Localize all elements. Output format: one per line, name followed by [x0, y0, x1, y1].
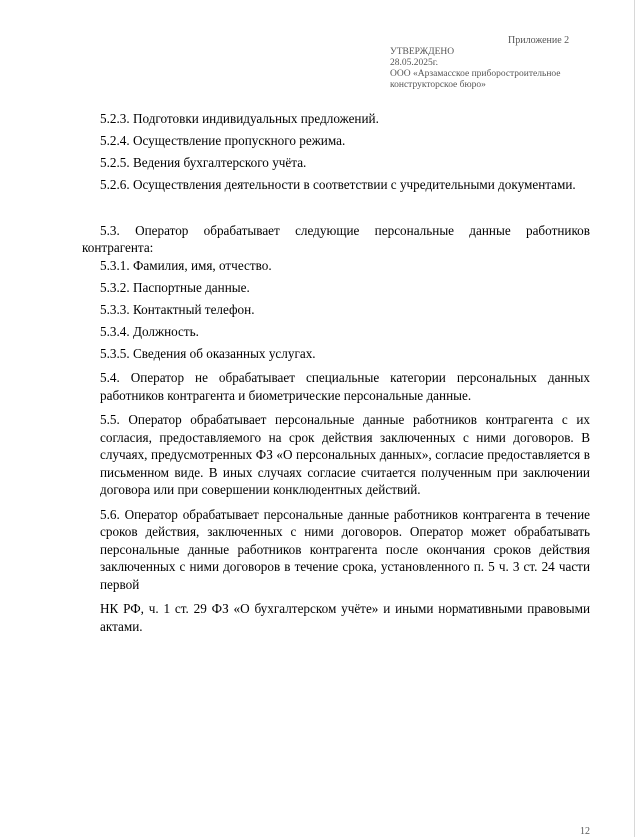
- clause-5-6-continuation: НК РФ, ч. 1 ст. 29 ФЗ «О бухгалтерском учёте» и иными нормативными правовыми актами.: [100, 601, 590, 634]
- page-edge: [634, 0, 635, 837]
- clause-5-5: 5.5. Оператор обрабатывает персональные данные работников контрагента с их согласия, предоставляемого на срок действия заключенных с ними договоров. В случаях, предусмотренных ФЗ «О персональных данных», согласие предоставляется в письменном виде. В иных случаях согласие считается полученным при заключении договора или при совершении конклюдентных действий.: [100, 412, 590, 497]
- approved-label: УТВЕРЖДЕНО: [390, 47, 455, 57]
- document-body: [82, 110, 590, 635]
- clause-5-2-5: 5.2.5. Ведения бухгалтерского учёта.: [100, 155, 307, 170]
- clause-5-2-3: 5.2.3. Подготовки индивидуальных предложений.: [100, 111, 379, 126]
- clause-5-2-6: 5.2.6. Осуществления деятельности в соответствии с учредительными документами.: [100, 177, 576, 192]
- organization-line-2: конструкторское бюро»: [390, 80, 486, 90]
- clause-5-4: 5.4. Оператор не обрабатывает специальные категории персональных данных работников контрагента и биометрические персональные данные.: [100, 370, 590, 403]
- clause-5-2-4: 5.2.4. Осуществление пропускного режима.: [100, 133, 346, 148]
- clause-5-3: 5.3. Оператор обрабатывает следующие персональные данные работников контрагента:: [82, 222, 590, 255]
- appendix-label: Приложение 2: [508, 35, 570, 46]
- organization-line-1: ООО «Арзамасское приборостроительное: [390, 69, 561, 79]
- approval-date: 28.05.2025г.: [390, 58, 438, 68]
- clause-5-3-2: 5.3.2. Паспортные данные.: [100, 279, 250, 295]
- approval-stamp: [390, 47, 610, 91]
- clause-5-3-5: 5.3.5. Сведения об оказанных услугах.: [100, 345, 316, 361]
- clause-5-6: 5.6. Оператор обрабатывает персональные данные работников контрагента в течение сроков действия, заключенных с ними договоров. Оператор может обрабатывать персональные данные работников контрагента после окончания сроков действия заключенных с ними договоров в течение срока, установленного п. 5 ч. 3 ст. 24 части первой: [100, 506, 590, 592]
- clause-5-3-4: 5.3.4. Должность.: [100, 323, 199, 339]
- page-number: 12: [580, 826, 590, 837]
- clause-5-3-1: 5.3.1. Фамилия, имя, отчество.: [100, 257, 272, 273]
- clause-5-3-3: 5.3.3. Контактный телефон.: [100, 301, 255, 317]
